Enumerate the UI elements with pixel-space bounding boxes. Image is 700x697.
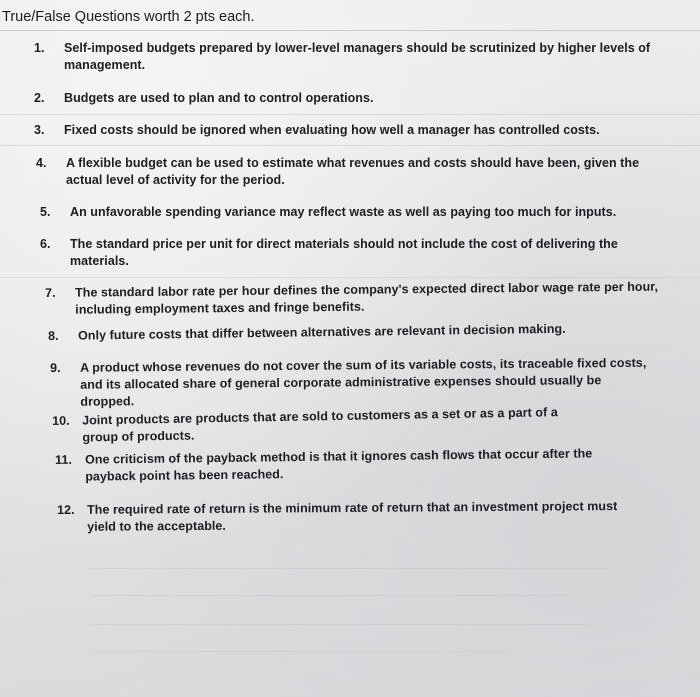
question-item xyxy=(40,236,620,270)
question-number: 12. xyxy=(57,502,75,517)
question-text: The required rate of return is the minimum rate of return that an investment project must yield to the acceptable. xyxy=(87,499,618,534)
show-through-text xyxy=(90,560,650,652)
page-rule xyxy=(0,277,700,278)
question-item xyxy=(34,122,654,139)
question-text: Joint products are products that are sold to customers as a set or as a part of a group of products. xyxy=(82,405,558,445)
question-number: 6. xyxy=(40,237,51,251)
question-item xyxy=(48,320,648,345)
question-number: 3. xyxy=(34,123,45,137)
page-rule xyxy=(0,114,700,115)
question-item xyxy=(40,204,650,221)
question-number: 9. xyxy=(50,360,61,375)
question-item xyxy=(57,498,627,536)
question-text: The standard labor rate per hour defines the company's expected direct labor wage rate per hour, including employment taxes and fringe benefits. xyxy=(75,279,659,317)
question-number: 8. xyxy=(48,328,59,343)
question-text: The standard price per unit for direct materials should not include the cost of delivering the materials. xyxy=(70,237,618,268)
question-item xyxy=(34,90,654,107)
question-text: Self-imposed budgets prepared by lower-level managers should be scrutinized by higher levels of management. xyxy=(64,41,651,72)
question-item xyxy=(34,40,654,74)
page-rule xyxy=(0,30,700,31)
page-heading: True/False Questions worth 2 pts each. xyxy=(2,9,255,25)
question-number: 10. xyxy=(52,413,70,428)
question-number: 11. xyxy=(55,452,73,467)
question-number: 7. xyxy=(45,285,56,300)
question-item xyxy=(50,355,650,411)
question-text: One criticism of the payback method is that it ignores cash flows that occur after the payback point has been reached. xyxy=(85,446,593,484)
question-text: Only future costs that differ between alternatives are relevant in decision making. xyxy=(78,321,566,343)
question-number: 5. xyxy=(40,205,51,219)
question-item xyxy=(36,155,646,189)
question-item xyxy=(45,279,665,319)
question-number: 2. xyxy=(34,91,45,105)
question-number: 1. xyxy=(34,41,45,55)
question-text: A product whose revenues do not cover the sum of its variable costs, its traceable fixed costs, and its allocated share of general corporate administrative expenses should usually be dropped. xyxy=(80,355,647,409)
question-text: An unfavorable spending variance may reflect waste as well as paying too much for inputs. xyxy=(70,205,617,219)
question-number: 4. xyxy=(36,156,47,170)
question-text: Fixed costs should be ignored when evaluating how well a manager has controlled costs. xyxy=(64,123,600,137)
page-rule xyxy=(0,145,700,146)
question-text: A flexible budget can be used to estimate what revenues and costs should have been, given the actual level of activity for the period. xyxy=(66,156,640,187)
question-text: Budgets are used to plan and to control operations. xyxy=(64,91,374,105)
question-item xyxy=(55,445,625,486)
